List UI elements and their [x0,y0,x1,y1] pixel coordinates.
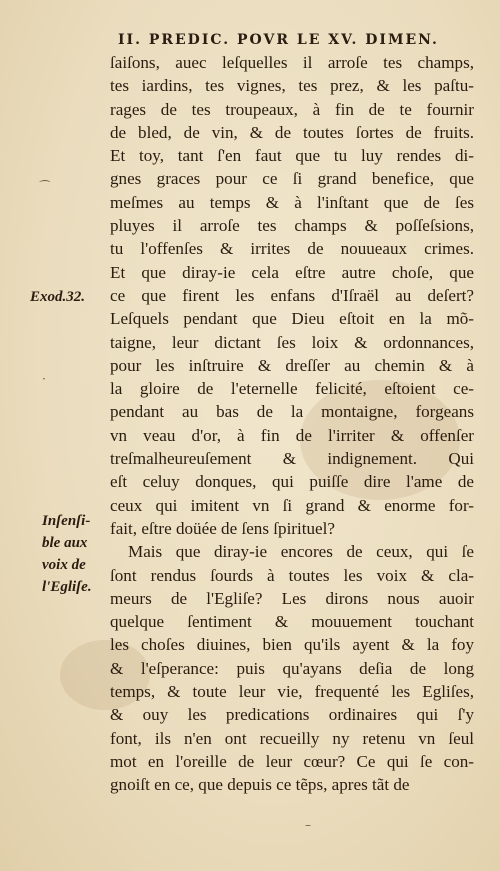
text-line: & l'eſperance: puis qu'ayans deſia de long [110,658,474,678]
text-line: temps, & toute leur vie, frequenté les Egliſes, [110,682,474,702]
margin-note-line: voix de [42,557,86,573]
text-line: ce que firent les enfans d'Iſraël au deſert? [110,285,474,305]
text-line: eſt celuy donques, qui puiſſe dire l'ame de [110,472,474,492]
text-line: ſont rendus ſourds à toutes les voix & cla- [110,565,474,585]
text-line: fait, eſtre doüée de ſens ſpirituel? [110,518,335,538]
text-line: Et toy, tant ſ'en faut que tu luy rendes di- [110,146,474,166]
text-line: Mais que diray-ie encores de ceux, qui ſe [128,542,474,562]
text-line: taigne, leur dictant ſes loix & ordonnances, [110,332,474,352]
margin-mark: – [305,818,311,832]
text-line: meſmes au temps & à l'inſtant que de ſes [110,192,474,212]
text-line: mot en l'oreille de leur cœur? Ce qui ſe con- [110,751,474,771]
text-line: quelque ſentiment & mouuement touchant [110,612,474,632]
margin-mark: · [42,372,46,386]
text-line: de bled, de vin, & de toutes ſortes de fruits. [110,122,474,142]
text-line: rages de tes troupeaux, à fin de te fournir [110,99,474,119]
text-line: gnoiſt en ce, que depuis ce tẽps, apres tãt de [110,775,410,795]
text-line: tes iardins, tes vignes, tes prez, & les paſtu- [110,76,474,96]
text-line: pendant au bas de la montaigne, forgeans [110,402,474,422]
margin-note-line: l'Egliſe. [42,579,92,595]
text-line: les choſes diuines, bien qu'ils ayent & la foy [110,635,474,655]
text-line: la gloire de l'eternelle felicité, eſtoient ce- [110,379,474,399]
text-line: treſmalheureuſement & indignement. Qui [110,449,474,469]
text-line: pour les inſtruire & dreſſer au chemin & à [110,355,474,375]
text-line: pluyes il arroſe tes champs & poſſeſsions, [110,216,474,236]
text-line: tu l'offenſes & irrites de nouueaux crimes. [110,239,474,259]
text-line: Et que diray-ie cela eſtre autre choſe, que [110,262,474,282]
body-text [110,51,474,797]
text-line: Leſquels pendant que Dieu eſtoit en la mõ- [110,309,474,329]
text-line: ceux qui imitent vn ſi grand & enorme for- [110,495,474,515]
margin-mark: ⁀ [40,180,50,194]
margin-note-line: Inſenſi- [42,513,91,529]
margin-note-insensible [42,510,112,598]
text-line: vn veau d'or, à fin de l'irriter & offenſer [110,425,474,445]
running-header: II. PREDIC. POVR LE XV. DIMEN. [118,32,439,48]
text-line: font, ils n'en ont recueilly ny retenu vn ſeul [110,728,474,748]
margin-note-exodus: Exod.32. [30,289,86,305]
text-line: ſaiſons, auec leſquelles il arroſe tes champs, [110,53,474,72]
margin-note-line: ble aux [42,535,88,551]
text-line: gnes graces pour ce ſi grand benefice, que [110,169,474,189]
text-line: meurs de l'Egliſe? Les dirons nous auoir [110,588,474,608]
text-line: & ouy les predications ordinaires qui ſ'y [110,705,474,725]
